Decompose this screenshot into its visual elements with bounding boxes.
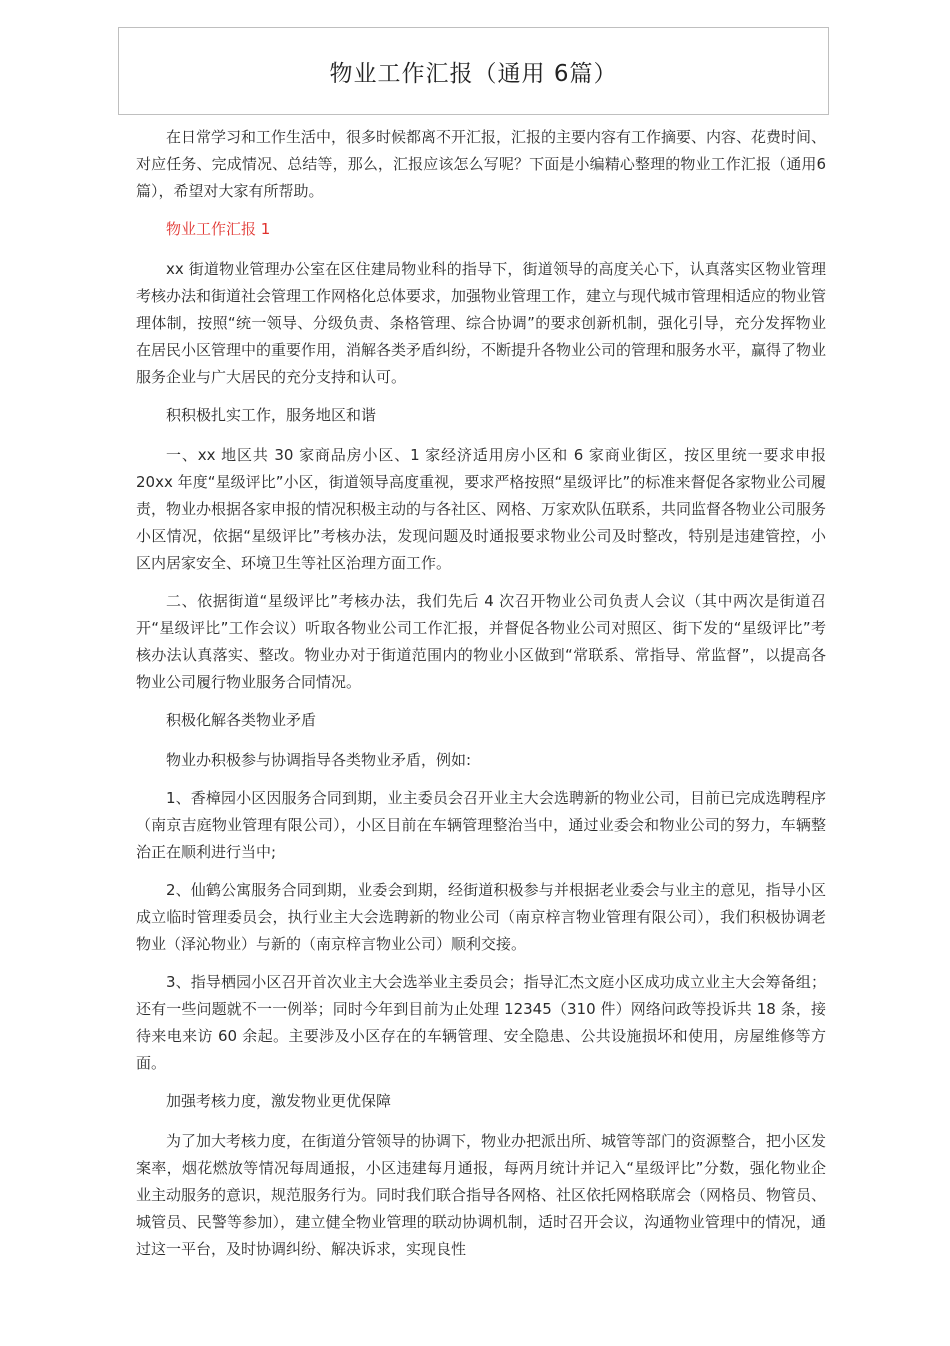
intro-paragraph: 在日常学习和工作生活中，很多时候都离不开汇报，汇报的主要内容有工作摘要、内容、花费时间、对应任务、完成情况、总结等，那么，汇报应该怎么写呢？下面是小编精心整理的物业工作汇报（通用6 篇），希望对大家有所帮助。	[136, 128, 827, 200]
section-heading-1: 物业工作汇报 1	[166, 220, 271, 238]
document-title: 物业工作汇报（通用 6篇）	[329, 60, 618, 87]
body-paragraph: 2、仙鹤公寓服务合同到期，业委会到期，经街道积极参与并根据老业委会与业主的意见，指导小区成立临时管理委员会，执行业主大会选聘新的物业公司（南京梓言物业管理有限公司），我们积极协调老物业（泽沁物业）与新的（南京梓言物业公司）顺利交接。	[136, 881, 826, 953]
document-body	[136, 124, 826, 1274]
body-paragraph: 二、依据街道“星级评比”考核办法，我们先后 4 次召开物业公司负责人会议（其中两次是街道召开“星级评比”工作会议）听取各物业公司工作汇报，并督促各物业公司对照区、街下发的“星级评比”考核办法认真落实、整改。物业办对于街道范围内的物业小区做到“常联系、常指导、常监督”，以提高各物业公司履行物业服务合同情况。	[136, 592, 826, 691]
body-paragraph: 为了加大考核力度，在街道分管领导的协调下，物业办把派出所、城管等部门的资源整合，把小区发案率，烟花燃放等情况每周通报，小区违建每月通报，每两月统计并记入“星级评比”分数，强化物业企业主动服务的意识，规范服务行为。同时我们联合指导各网格、社区依托网格联席会（网格员、物管员、城管员、民警等参加），建立健全物业管理的联动协调机制，适时召开会议，沟通物业管理中的情况，通过这一平台，及时协调纠纷、解决诉求，实现良性	[136, 1132, 827, 1258]
subheading: 积极化解各类物业矛盾	[166, 711, 317, 729]
body-paragraph: 一、xx 地区共 30 家商品房小区、1 家经济适用房小区和 6 家商业街区，按区里统一要求申报 20xx 年度“星级评比”小区，街道领导高度重视，要求严格按照“星级评比”的标准来督促各家物业公司履责，物业办根据各家申报的情况积极主动的与各社区、网格、万家欢队伍联系，共同监督各物业公司服务小区情况，依据“星级评比”考核办法，发现问题及时通报要求物业公司及时整改，特别是违建管控，小区内居家安全、环境卫生等社区治理方面工作。	[136, 446, 827, 572]
subheading: 积积极扎实工作，服务地区和谐	[166, 406, 377, 424]
subheading: 加强考核力度，激发物业更优保障	[166, 1092, 392, 1110]
body-paragraph: xx 街道物业管理办公室在区住建局物业科的指导下，街道领导的高度关心下，认真落实区物业管理考核办法和街道社会管理工作网格化总体要求，加强物业管理工作，建立与现代城市管理相适应的物业管理体制，按照“统一领导、分级负责、条格管理、综合协调”的要求创新机制，强化引导，充分发挥物业在居民小区管理中的重要作用，消解各类矛盾纠纷，不断提升各物业公司的管理和服务水平，赢得了物业服务企业与广大居民的充分支持和认可。	[136, 260, 827, 386]
body-paragraph: 3、指导栖园小区召开首次业主大会选举业主委员会；指导汇杰文庭小区成功成立业主大会筹备组；还有一些问题就不一一例举；同时今年到目前为止处理 12345（310 件）网络问政等投诉共 18 条，接待来电来访 60 余起。主要涉及小区存在的车辆管理、安全隐患、公共设施损坏和使用，房屋维修等方面。	[136, 973, 826, 1072]
title-box	[118, 27, 829, 115]
body-paragraph: 1、香樟园小区因服务合同到期，业主委员会召开业主大会选聘新的物业公司，目前已完成选聘程序（南京吉庭物业管理有限公司），小区目前在车辆管理整治当中，通过业委会和物业公司的努力，车辆整治正在顺利进行当中;	[136, 789, 826, 861]
body-paragraph: 物业办积极参与协调指导各类物业矛盾，例如:	[166, 751, 472, 769]
